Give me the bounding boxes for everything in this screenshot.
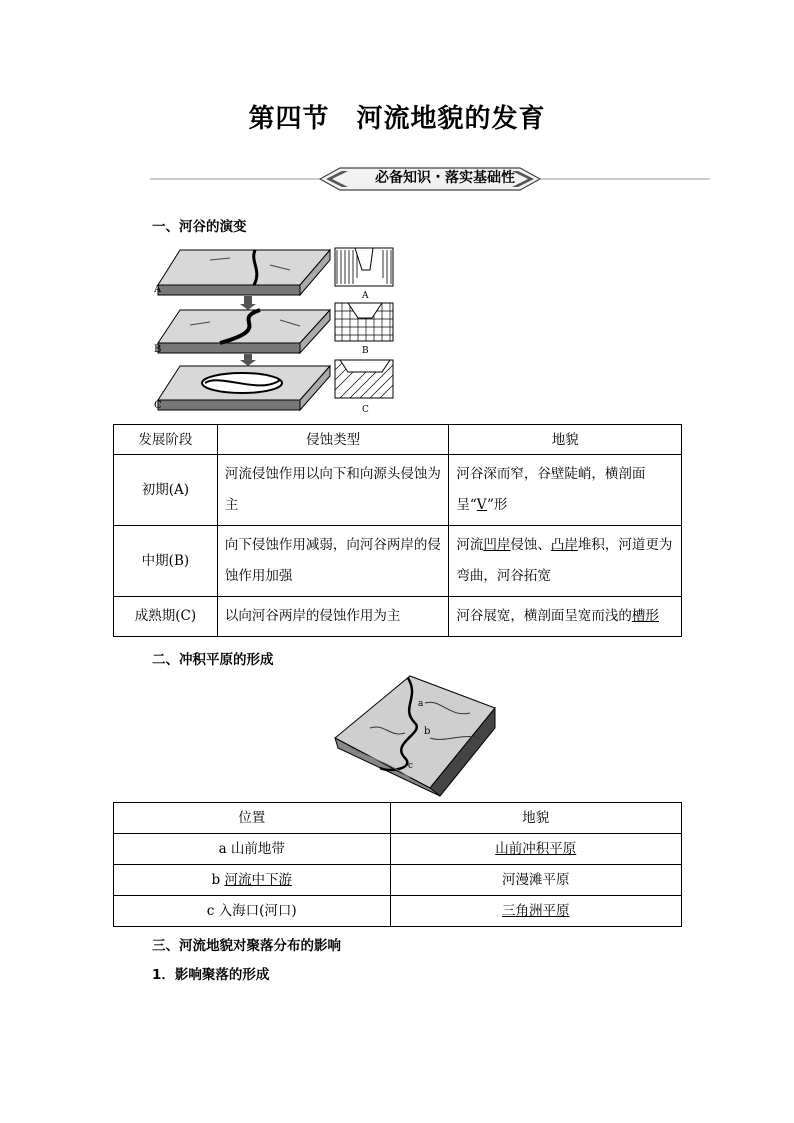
label-block-c: C [154, 400, 162, 411]
section-2-heading: 二、冲积平原的形成 [152, 652, 274, 668]
position-cell: c 入海口(河口) [114, 896, 391, 927]
label-section-c: C [362, 405, 369, 415]
block-diagram-b [158, 310, 330, 353]
label-section-a: A [362, 291, 369, 301]
stage-cell: 初期(A) [114, 455, 218, 526]
landform-cell: 河漫滩平原 [390, 865, 681, 896]
position-cell: a 山前地带 [114, 834, 391, 865]
section-1-heading: 一、河谷的演变 [152, 219, 247, 235]
valley-evolution-figure [150, 240, 400, 420]
cross-section-c [335, 360, 393, 398]
subsection-1-heading: 1．影响聚落的形成 [152, 967, 270, 983]
landform-cell: 河流凹岸侵蚀、凸岸堆积，河道更为弯曲，河谷拓宽 [449, 526, 682, 597]
answer-blank: 凸岸 [550, 537, 578, 553]
valley-evolution-table [113, 424, 682, 637]
position-cell: b 河流中下游 [114, 865, 391, 896]
alluvial-plain-table [113, 802, 682, 927]
answer-blank: 河流中下游 [224, 872, 292, 888]
answer-blank: 槽形 [631, 608, 659, 624]
table-row [114, 455, 682, 526]
answer-blank: V [476, 497, 488, 513]
label-a: a [418, 699, 424, 709]
answer-blank: 山前冲积平原 [495, 841, 577, 857]
stage-cell: 中期(B) [114, 526, 218, 597]
landform-cell: 河谷深而窄，谷壁陡峭，横剖面呈“V”形 [449, 455, 682, 526]
label-block-a: A [154, 284, 162, 295]
table-header-row [114, 425, 682, 455]
header-erosion: 侵蚀类型 [217, 425, 449, 455]
section-3-heading: 三、河流地貌对聚落分布的影响 [152, 938, 341, 954]
stage-cell: 成熟期(C) [114, 597, 218, 637]
table-row [114, 597, 682, 637]
label-c: c [408, 761, 414, 771]
landform-cell [390, 834, 681, 865]
header-landform: 地貌 [449, 425, 682, 455]
alluvial-plain-figure [330, 668, 500, 798]
table-row [114, 896, 682, 927]
erosion-cell: 以向河谷两岸的侵蚀作用为主 [217, 597, 449, 637]
table-row [114, 526, 682, 597]
label-section-b: B [362, 346, 369, 356]
answer-blank: 凹岸 [483, 537, 511, 553]
banner-text: 必备知识・落实基础性 [375, 170, 515, 186]
page-title: 第四节 河流地貌的发育 [248, 104, 546, 134]
label-block-b: B [154, 344, 162, 355]
table-header-row [114, 803, 682, 834]
cross-section-b [335, 303, 393, 341]
header-stage: 发展阶段 [114, 425, 218, 455]
erosion-cell: 河流侵蚀作用以向下和向源头侵蚀为主 [217, 455, 449, 526]
table-row [114, 834, 682, 865]
answer-blank: 三角洲平原 [502, 903, 570, 919]
landform-cell: 河谷展宽，横剖面呈宽而浅的槽形 [449, 597, 682, 637]
table-row [114, 865, 682, 896]
landform-cell [390, 896, 681, 927]
cross-section-a [335, 248, 393, 286]
block-diagram-c [158, 366, 330, 410]
header-position: 位置 [114, 803, 391, 834]
label-b: b [424, 726, 431, 737]
header-landform: 地貌 [390, 803, 681, 834]
block-diagram-a [158, 250, 330, 295]
erosion-cell: 向下侵蚀作用减弱，向河谷两岸的侵蚀作用加强 [217, 526, 449, 597]
